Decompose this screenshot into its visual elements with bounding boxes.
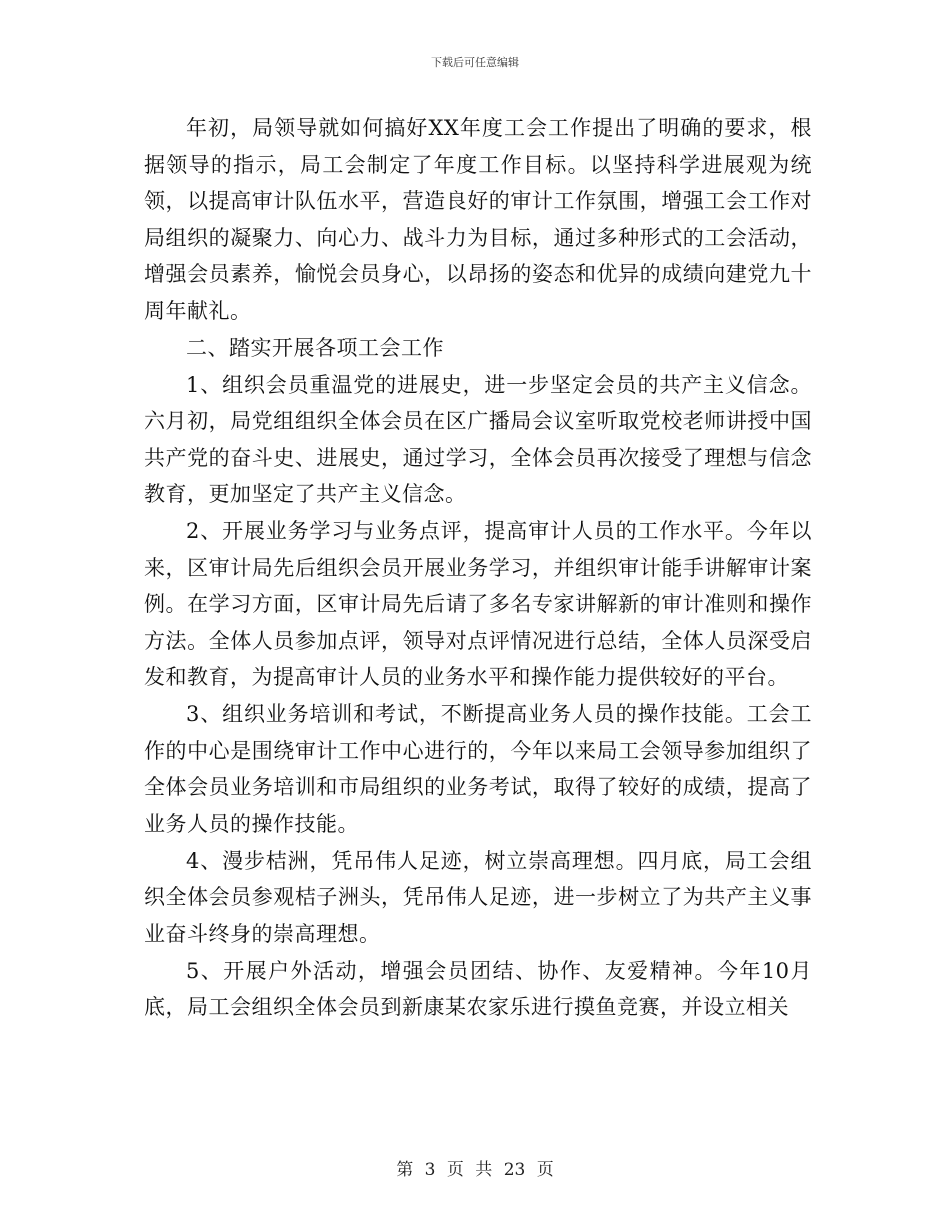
section-heading: 二、踏实开展各项工会工作 (186, 335, 444, 360)
paragraph-item-2: 2、开展业务学习与业务点评，提高审计人员的工作水平。今年以来，区审计局先后组织会员开展业务学习，并组织审计能手讲解审计案例。在学习方面，区审计局先后请了多名专家讲解新的审计准则和操作方法。全体人员参加点评，领导对点评情况进行总结，全体人员深受启发和教育，为提高审计人员的业务水平和操作能力提供较好的平台。 (144, 519, 812, 689)
paragraph-item-3: 3、组织业务培训和考试，不断提高业务人员的操作技能。工会工作的中心是围绕审计工作中心进行的，今年以来局工会领导参加组织了全体会员业务培训和市局组织的业务考试，取得了较好的成绩，提高了业务人员的操作技能。 (144, 702, 812, 836)
document-body (144, 110, 812, 1026)
page-number: 第 3 页 共 23 页 (396, 1160, 554, 1180)
paragraph-intro: 年初，局领导就如何搞好XX年度工会工作提出了明确的要求，根据领导的指示，局工会制定了年度工作目标。以坚持科学进展观为统领，以提高审计队伍水平，营造良好的审计工作氛围，增强工会工作对局组织的凝聚力、向心力、战斗力为目标，通过多种形式的工会活动，增强会员素养，愉悦会员身心，以昂扬的姿态和优异的成绩向建党九十周年献礼。 (144, 116, 812, 323)
page-header-note: 下载后可任意编辑 (431, 56, 519, 69)
paragraph-item-5: 5、开展户外活动，增强会员团结、协作、友爱精神。今年10月底，局工会组织全体会员到新康某农家乐进行摸鱼竞赛，并设立相关 (144, 958, 812, 1019)
paragraph-item-4: 4、漫步桔洲，凭吊伟人足迹，树立崇高理想。四月底，局工会组织全体会员参观桔子洲头，凭吊伟人足迹，进一步树立了为共产主义事业奋斗终身的崇高理想。 (144, 848, 812, 946)
paragraph-item-1: 1、组织会员重温党的进展史，进一步坚定会员的共产主义信念。六月初，局党组组织全体会员在区广播局会议室听取党校老师讲授中国共产党的奋斗史、进展史，通过学习，全体会员再次接受了理想与信念教育，更加坚定了共产主义信念。 (144, 372, 812, 506)
